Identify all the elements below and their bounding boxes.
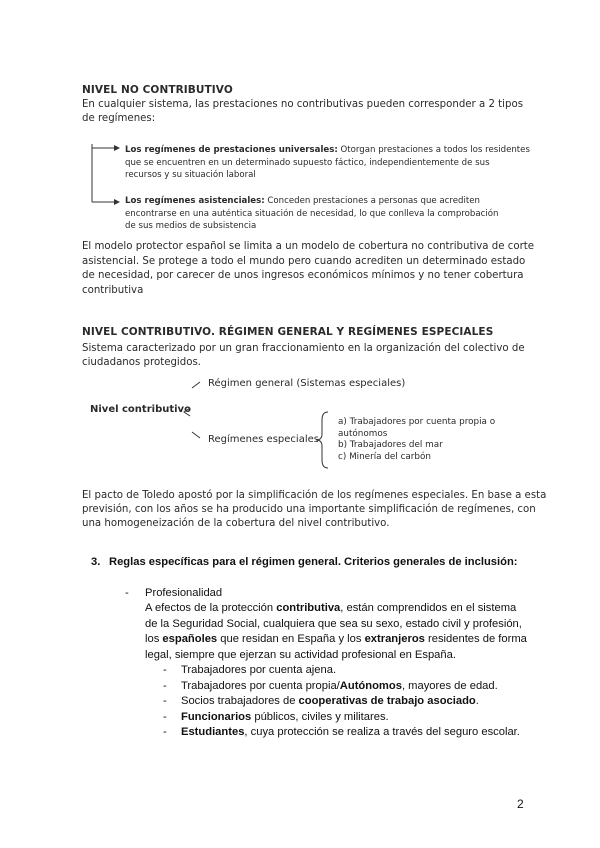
intro-paragraph-no-contributivo: En cualquier sistema, las prestaciones no contributivas pueden corresponder a 2 tipos de regímenes: xyxy=(82,99,524,124)
diagram-branch-lines xyxy=(180,378,210,448)
toledo-paragraph: El pacto de Toledo apostó por la simplificación de los regímenes especiales. En base a esta previsión, con los años se ha producido una importante simplificación de regímenes, con una homogeneización de la cobertura del nivel contributivo. xyxy=(82,490,547,529)
section-title-no-contributivo: NIVEL NO CONTRIBUTIVO xyxy=(82,84,233,96)
diagram-curly-brace xyxy=(314,410,334,470)
section-title-contributivo: NIVEL CONTRIBUTIVO. RÉGIMEN GENERAL Y REGÍMENES ESPECIALES xyxy=(82,326,494,338)
model-paragraph: El modelo protector español se limita a un modelo de cobertura no contributiva de corte asistencial. Se protege a todo el mundo pero cuando acrediten un determinado estado de necesidad, por carecer de unos ingresos económicos mínimos y no tener cobertura contributiva xyxy=(82,241,535,296)
diagram-especiales-list: a) Trabajadores por cuenta propia o autónomos b) Trabajadores del mar c) Minería del carbón xyxy=(338,417,496,462)
profesionalidad-paragraph: A efectos de la protección contributiva, están comprendidos en el sistema de la Seguridad Social, cualquiera que sea su sexo, estado civil y profesión, los españoles que residan en España y los extranjeros residentes de forma legal, siempre que ejerzan su actividad profesional en España. xyxy=(145,602,527,661)
diagram-regimenes-especiales: Regímenes especiales xyxy=(208,434,319,445)
list-item: - Estudiantes, cuya protección se realiza a través del seguro escolar. xyxy=(163,726,520,738)
bullet-dash: - xyxy=(125,587,129,599)
profesionalidad-label: Profesionalidad xyxy=(145,587,223,599)
diagram-root: Nivel contributivo xyxy=(90,404,191,415)
item-universales: Los regímenes de prestaciones universales: Otorgan prestaciones a todos los residentes que se encuentren en un determinado supuesto fáctico, independientemente de sus recursos y su situación laboral xyxy=(125,145,530,180)
diagram-regimen-general: Régimen general (Sistemas especiales) xyxy=(208,378,406,389)
section3-title: Reglas específicas para el régimen general. Criterios generales de inclusión: xyxy=(109,556,518,568)
page-number: 2 xyxy=(517,797,524,811)
list-item: - Funcionarios públicos, civiles y militares. xyxy=(163,710,389,723)
bracket-arrows xyxy=(86,140,126,212)
intro-paragraph-contributivo: Sistema caracterizado por un gran fraccionamiento en la organización del colectivo de ciudadanos protegidos. xyxy=(82,343,525,368)
list-item: - Trabajadores por cuenta propia/Autónomos, mayores de edad. xyxy=(163,679,498,692)
section3-number: 3. xyxy=(91,556,101,568)
list-item: - Socios trabajadores de cooperativas de trabajo asociado. xyxy=(163,695,479,707)
item-asistenciales: Los regímenes asistenciales: Conceden prestaciones a personas que acrediten encontrarse en una auténtica situación de necesidad, lo que conlleva la comprobación de sus medios de subsistencia xyxy=(125,196,499,231)
inclusion-list xyxy=(163,663,520,741)
list-item: - Trabajadores por cuenta ajena. xyxy=(163,664,337,676)
